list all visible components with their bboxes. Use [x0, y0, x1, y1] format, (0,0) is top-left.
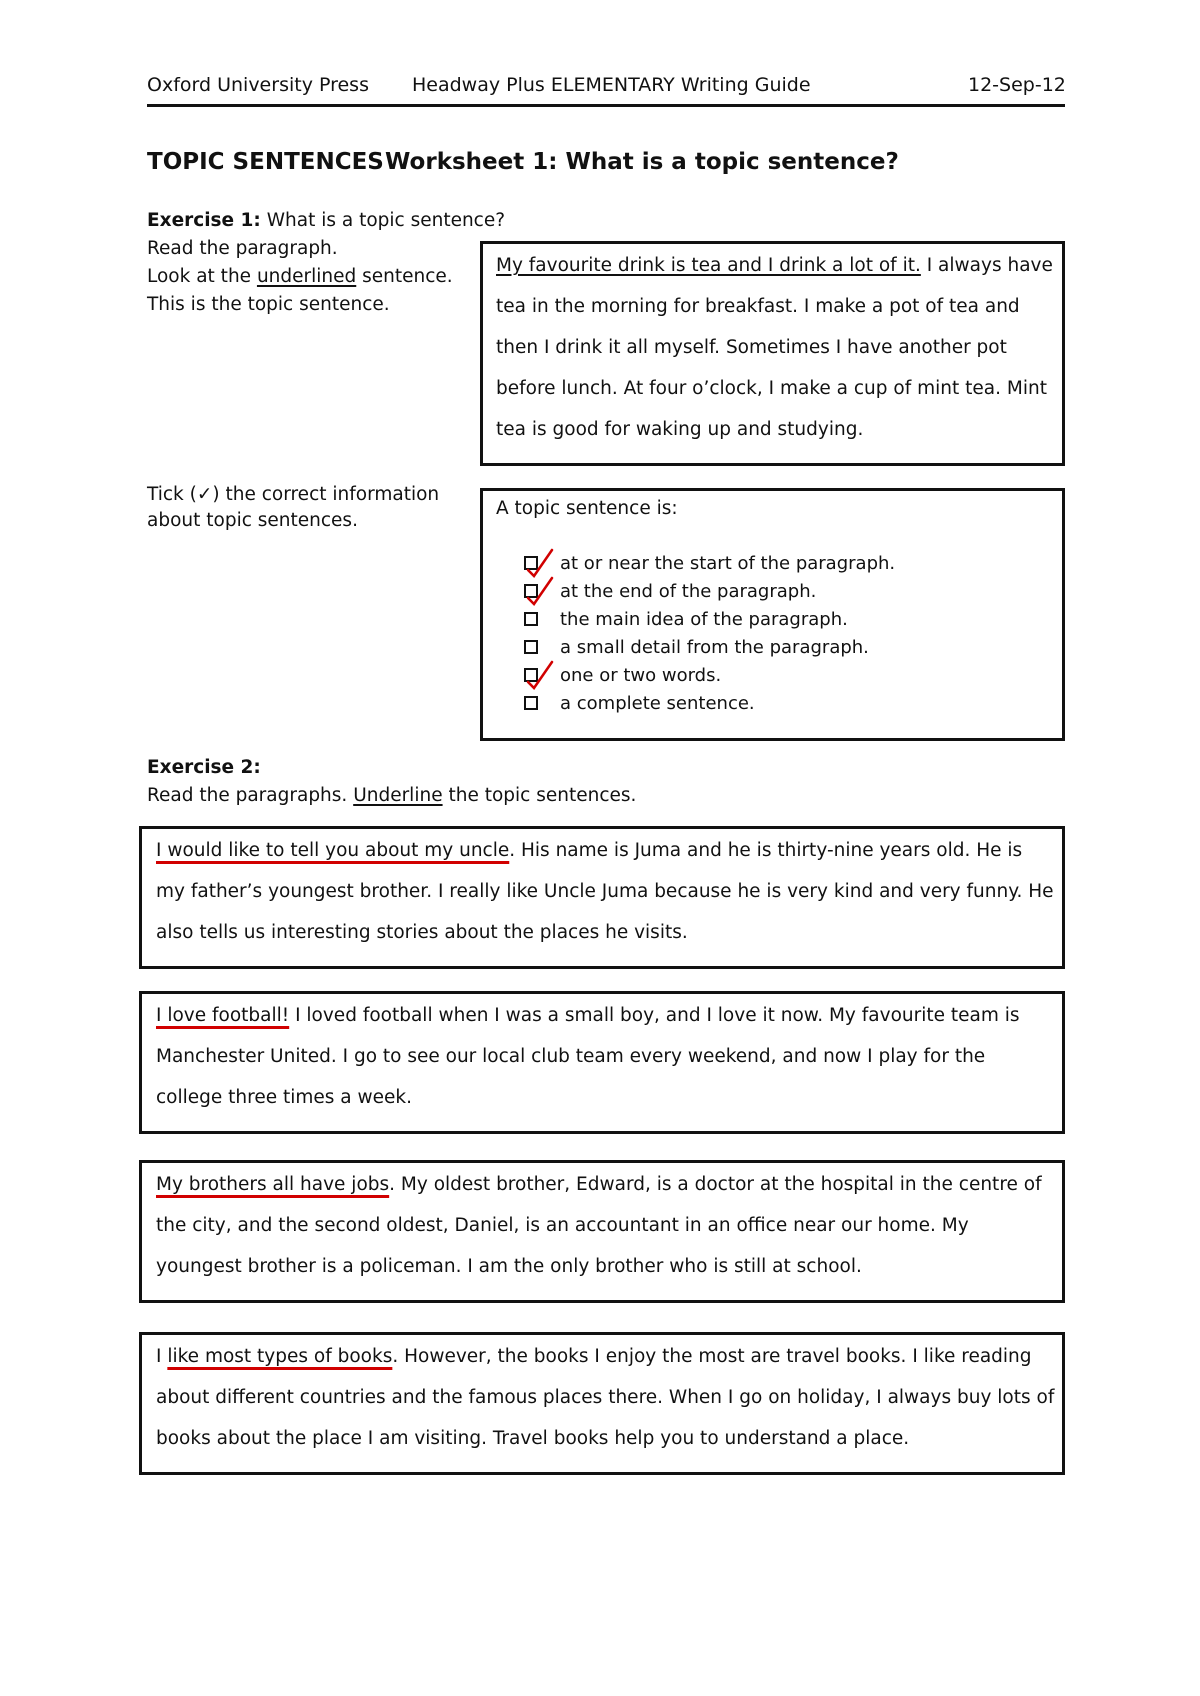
topic-sentence[interactable]: like most types of books: [167, 1346, 393, 1367]
exercise1-line2: [147, 264, 453, 290]
exercise2-instr-underlined: Underline: [353, 785, 443, 806]
checklist-title: A topic sentence is:: [496, 498, 678, 519]
tick-instruction: [147, 482, 467, 534]
paragraph-body: . My oldest brother, Edward, is a doctor at the hospital in the centre of the city, and the second oldest, Daniel, is an accountant in an office near our home. My youngest brother is a policeman. I am the only brother who is still at school.: [156, 1174, 1042, 1277]
exercise2-label: Exercise 2:: [147, 757, 261, 778]
exercise1-paragraph-rest: I always have tea in the morning for breakfast. I make a pot of tea and then I drink it all myself. Sometimes I have another pot before lunch. At four o’clock, I make a cup of mint tea. Mint tea is good for waking up and studying.: [496, 255, 1053, 440]
tick-instruction-post: ) the correct information about topic sentences.: [147, 484, 440, 531]
checklist-option-label: at the end of the paragraph.: [560, 580, 817, 602]
topic-sentence[interactable]: I love football!: [156, 1005, 290, 1026]
checklist-option[interactable]: [524, 691, 755, 715]
exercise1-paragraph: [496, 245, 1054, 450]
paragraph-body: I loved football when I was a small boy, and I love it now. My favourite team is Manchester United. I go to see our local club team every weekend, and now I play for the college three times a week.: [156, 1005, 1020, 1108]
exercise2-instruction: [147, 783, 636, 809]
checkbox[interactable]: [524, 668, 538, 682]
exercise1-heading: [147, 208, 505, 234]
red-tick-icon: [526, 660, 556, 690]
exercise1-topic-sentence: My favourite drink is tea and I drink a lot of it.: [496, 255, 921, 276]
header-publisher: Oxford University Press: [147, 74, 369, 96]
exercise1-line1: Read the paragraph.: [147, 238, 338, 259]
exercise1-line2-underlined: underlined: [256, 266, 357, 287]
exercise2-instr-pre: Read the paragraphs.: [147, 785, 354, 806]
exercise1-line2-pre: Look at the: [147, 266, 257, 287]
paragraph-body: . However, the books I enjoy the most are travel books. I like reading about different countries and the famous places there. When I go on holiday, I always buy lots of books about the place I am visiting. Travel books help you to understand a place.: [156, 1346, 1055, 1449]
exercise2-paragraph: [156, 1164, 1056, 1287]
checkbox[interactable]: [524, 696, 538, 710]
checklist-option-label: a complete sentence.: [560, 692, 755, 714]
exercise1-line3: This is the topic sentence.: [147, 294, 390, 315]
exercise2-paragraph: [156, 1336, 1056, 1459]
page-title-worksheet: Worksheet 1: What is a topic sentence?: [385, 149, 899, 175]
checkbox[interactable]: [524, 556, 538, 570]
checkbox[interactable]: [524, 584, 538, 598]
header-rule: [147, 104, 1065, 107]
checkbox[interactable]: [524, 612, 538, 626]
paragraph-body: . His name is Juma and he is thirty-nine years old. He is my father’s youngest brother. I really like Uncle Juma because he is very kind and very funny. He also tells us interesting stories about the places he visits.: [156, 840, 1054, 943]
checklist-option[interactable]: [524, 607, 848, 631]
red-tick-icon: [526, 548, 556, 578]
checklist-option-label: at or near the start of the paragraph.: [560, 552, 896, 574]
exercise1-label: Exercise 1:: [147, 210, 261, 231]
checklist-option-label: the main idea of the paragraph.: [560, 608, 848, 630]
red-tick-icon: [526, 576, 556, 606]
tick-instruction-pre: Tick (: [147, 484, 197, 505]
exercise2-instr-post: the topic sentences.: [442, 785, 637, 806]
checklist-option-label: one or two words.: [560, 664, 722, 686]
checklist-option[interactable]: [524, 663, 721, 687]
checkbox[interactable]: [524, 640, 538, 654]
paragraph-lead-in: I: [156, 1346, 168, 1367]
header-date: 12-Sep-12: [968, 74, 1066, 96]
exercise1-line2-post: sentence.: [356, 266, 453, 287]
tick-symbol-icon: ✓: [196, 484, 213, 505]
exercise2-paragraph: [156, 830, 1056, 953]
checklist-option-label: a small detail from the paragraph.: [560, 636, 869, 658]
exercise1-question: What is a topic sentence?: [260, 210, 506, 231]
exercise2-paragraph: [156, 995, 1056, 1118]
header-guide-title: Headway Plus ELEMENTARY Writing Guide: [412, 74, 811, 96]
checklist-option[interactable]: [524, 551, 895, 575]
checklist-option[interactable]: [524, 635, 869, 659]
page-title-topic: TOPIC SENTENCES: [147, 149, 384, 175]
topic-sentence[interactable]: I would like to tell you about my uncle: [156, 840, 510, 861]
topic-sentence[interactable]: My brothers all have jobs: [156, 1174, 390, 1195]
checklist-option[interactable]: [524, 579, 816, 603]
